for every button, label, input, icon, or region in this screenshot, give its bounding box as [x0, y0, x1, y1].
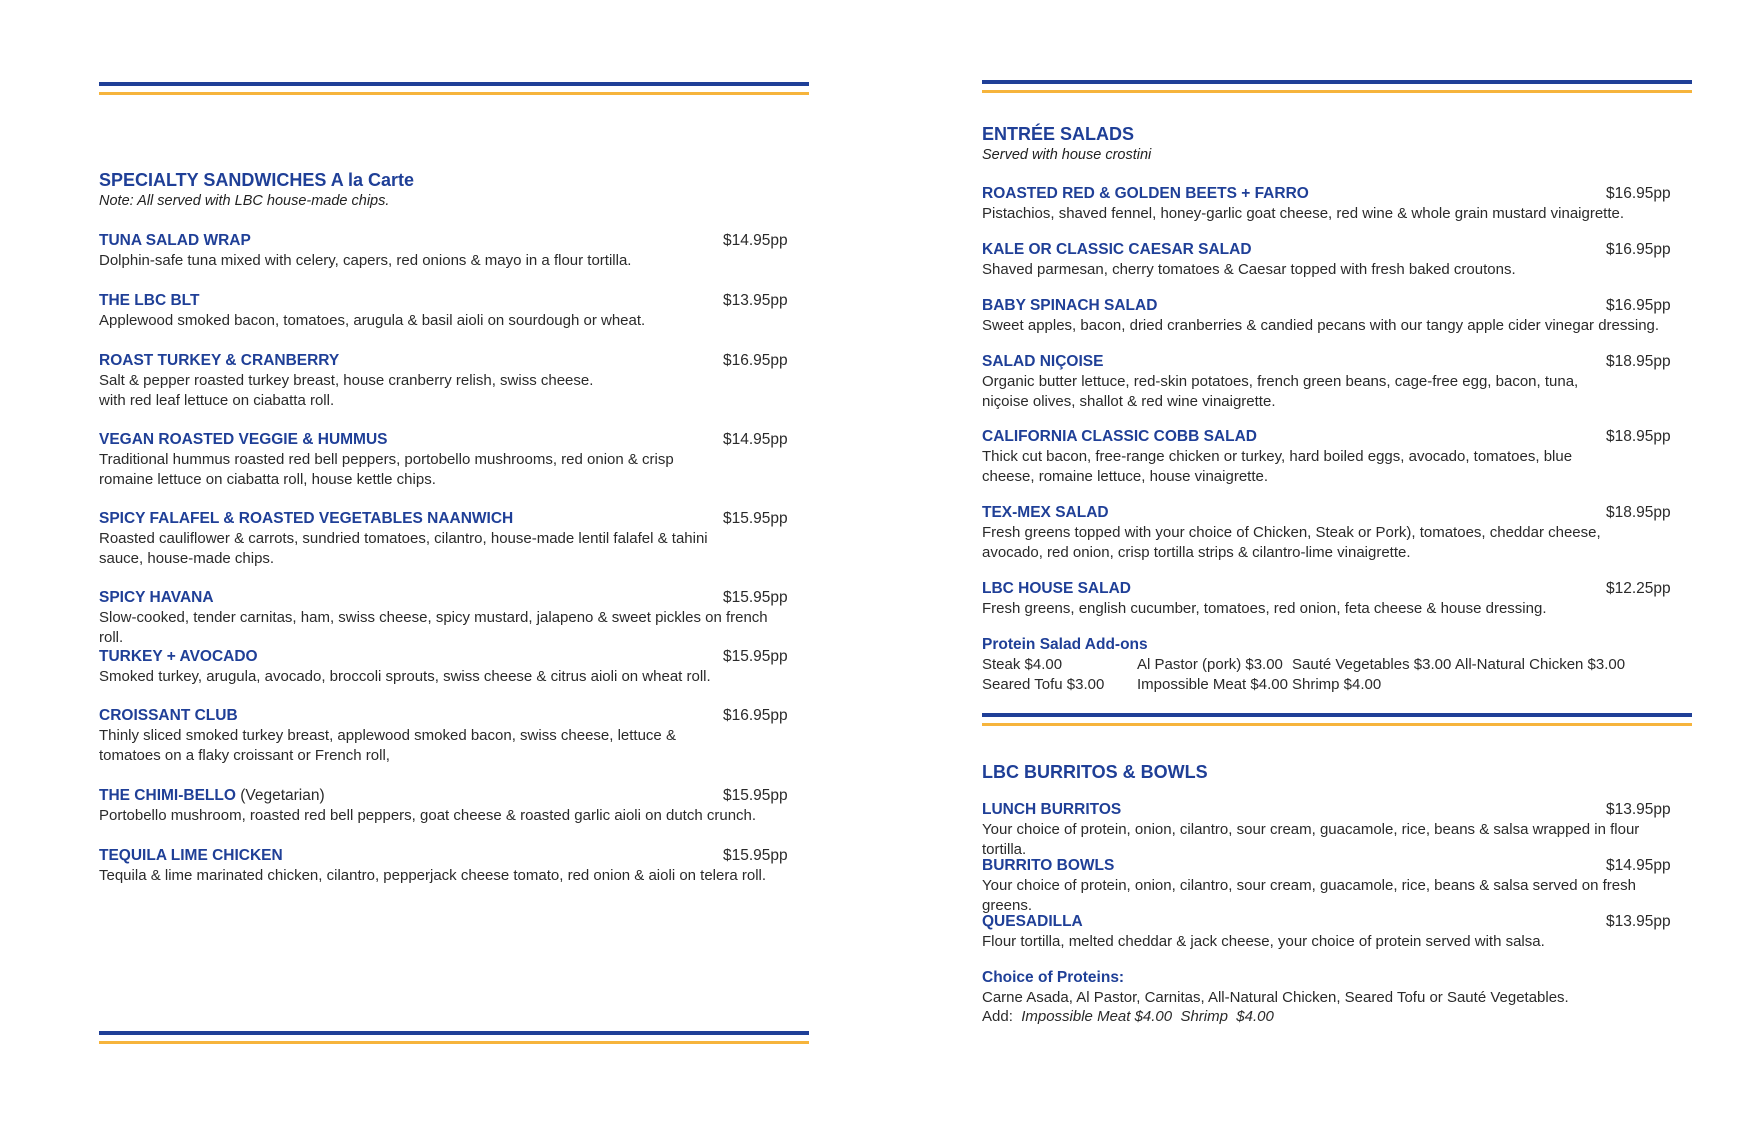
item-name: TEQUILA LIME CHICKEN	[99, 847, 283, 864]
item-description: Portobello mushroom, roasted red bell peppers, goat cheese & roasted garlic aioli on dutch crunch.	[99, 807, 757, 824]
menu-item	[982, 352, 1672, 412]
item-description: Salt & pepper roasted turkey breast, house cranberry relish, swiss cheese.	[99, 372, 594, 389]
item-name: TURKEY + AVOCADO	[99, 648, 258, 665]
item-description: Shaved parmesan, cherry tomatoes & Caesar topped with fresh baked croutons.	[982, 261, 1516, 278]
item-description: Roasted cauliflower & carrots, sundried tomatoes, cilantro, house-made lentil falafel & tahini sauce, house-made chips.	[99, 530, 708, 567]
menu-item	[982, 800, 1672, 860]
item-name: BURRITO BOWLS	[982, 857, 1115, 874]
item-description: Applewood smoked bacon, tomatoes, arugula & basil aioli on sourdough or wheat.	[99, 312, 646, 329]
add-items: Impossible Meat $4.00 Shrimp $4.00	[1021, 1008, 1274, 1025]
item-price: $18.95pp	[1606, 353, 1671, 370]
item-price: $13.95pp	[1606, 913, 1671, 930]
menu-item	[99, 291, 789, 331]
item-price: $13.95pp	[723, 292, 788, 309]
item-description: Fresh greens topped with your choice of Chicken, Steak or Pork), tomatoes, cheddar cheese, avocado, red onion, crisp tortilla strips & cilantro-lime vinaigrette.	[982, 524, 1601, 561]
item-description: Thinly sliced smoked turkey breast, applewood smoked bacon, swiss cheese, lettuce & tomatoes on a flaky croissant or French roll,	[99, 727, 676, 764]
section-title-salads: ENTRÉE SALADS	[982, 124, 1135, 144]
item-description: Your choice of protein, onion, cilantro, sour cream, guacamole, rice, beans & salsa wrapped in flour tortilla.	[982, 821, 1640, 858]
item-price: $16.95pp	[723, 707, 788, 724]
addons-title: Protein Salad Add-ons	[982, 636, 1148, 653]
menu-item	[982, 579, 1672, 619]
item-description-line-2: with red leaf lettuce on ciabatta roll.	[99, 392, 335, 409]
item-price: $15.95pp	[723, 847, 788, 864]
item-description: Organic butter lettuce, red-skin potatoes, french green beans, cage-free egg, bacon, tuna, niçoise olives, shallot & red wine vinaigrette.	[982, 373, 1579, 410]
addon-item: Steak $4.00	[982, 656, 1063, 673]
proteins-list: Carne Asada, Al Pastor, Carnitas, All-Natural Chicken, Seared Tofu or Sauté Vegetables.	[982, 989, 1569, 1006]
item-price: $18.95pp	[1606, 504, 1671, 521]
item-description: Your choice of protein, onion, cilantro, sour cream, guacamole, rice, beans & salsa served on fresh greens.	[982, 877, 1636, 914]
item-price: $14.95pp	[1606, 857, 1671, 874]
item-price: $16.95pp	[723, 352, 788, 369]
menu-item	[99, 588, 789, 648]
item-price: $18.95pp	[1606, 428, 1671, 445]
menu-item	[99, 786, 789, 826]
item-description: Sweet apples, bacon, dried cranberries & candied pecans with our tangy apple cider vinegar dressing.	[982, 317, 1660, 334]
item-name: SALAD NIÇOISE	[982, 353, 1104, 370]
menu-item	[982, 856, 1672, 916]
menu-item	[99, 509, 789, 569]
addon-item: Sauté Vegetables $3.00	[1292, 656, 1452, 673]
item-name: SPICY FALAFEL & ROASTED VEGETABLES NAANWICH	[99, 510, 514, 527]
addon-item: Al Pastor (pork) $3.00	[1137, 656, 1283, 673]
menu-item	[99, 706, 789, 766]
section-title-sandwiches: SPECIALTY SANDWICHES A la Carte	[99, 170, 415, 190]
proteins-add-line	[982, 1007, 1274, 1027]
item-description: Tequila & lime marinated chicken, cilantro, pepperjack cheese tomato, red onion & aioli on telera roll.	[99, 867, 767, 884]
menu-item	[982, 184, 1672, 224]
menu-item	[982, 240, 1672, 280]
section-note-sandwiches: Note: All served with LBC house-made chips.	[99, 193, 390, 209]
addon-item: Impossible Meat $4.00	[1137, 676, 1288, 693]
item-name-text: THE CHIMI-BELLO	[99, 787, 236, 804]
menu-item	[99, 231, 789, 271]
menu-item	[982, 427, 1672, 487]
item-price: $14.95pp	[723, 232, 788, 249]
menu-item	[99, 846, 789, 886]
menu-item	[99, 647, 789, 687]
item-name: ROASTED RED & GOLDEN BEETS + FARRO	[982, 185, 1309, 202]
proteins-title: Choice of Proteins:	[982, 969, 1125, 986]
item-description: Flour tortilla, melted cheddar & jack cheese, your choice of protein served with salsa.	[982, 933, 1545, 950]
item-description: Smoked turkey, arugula, avocado, broccoli sprouts, swiss cheese & citrus aioli on wheat roll.	[99, 668, 711, 685]
item-name: CROISSANT CLUB	[99, 707, 238, 724]
item-name: LUNCH BURRITOS	[982, 801, 1122, 818]
add-label: Add:	[982, 1008, 1013, 1025]
item-price: $12.25pp	[1606, 580, 1671, 597]
item-name: QUESADILLA	[982, 913, 1083, 930]
menu-item	[99, 430, 789, 490]
item-price: $16.95pp	[1606, 297, 1671, 314]
item-name: LBC HOUSE SALAD	[982, 580, 1131, 597]
top-divider	[99, 82, 809, 95]
addon-item: Seared Tofu $3.00	[982, 676, 1105, 693]
item-price: $14.95pp	[723, 431, 788, 448]
item-price: $16.95pp	[1606, 241, 1671, 258]
item-description: Fresh greens, english cucumber, tomatoes, red onion, feta cheese & house dressing.	[982, 600, 1547, 617]
middle-divider	[982, 713, 1692, 726]
section-title-burritos: LBC BURRITOS & BOWLS	[982, 762, 1208, 782]
addon-item: All-Natural Chicken $3.00	[1455, 656, 1626, 673]
item-name: THE LBC BLT	[99, 292, 200, 309]
item-price: $13.95pp	[1606, 801, 1671, 818]
item-description: Slow-cooked, tender carnitas, ham, swiss cheese, spicy mustard, jalapeno & sweet pickles on french roll.	[99, 609, 768, 646]
item-name: TUNA SALAD WRAP	[99, 232, 251, 249]
item-price: $15.95pp	[723, 589, 788, 606]
item-price: $16.95pp	[1606, 185, 1671, 202]
menu-item	[982, 296, 1672, 336]
menu-item	[982, 503, 1672, 563]
item-price: $15.95pp	[723, 510, 788, 527]
addon-item: Shrimp $4.00	[1292, 676, 1382, 693]
top-divider	[982, 80, 1692, 93]
item-name: SPICY HAVANA	[99, 589, 214, 606]
menu-item	[99, 351, 789, 411]
item-description: Pistachios, shaved fennel, honey-garlic goat cheese, red wine & whole grain mustard vinaigrette.	[982, 205, 1625, 222]
item-description: Traditional hummus roasted red bell peppers, portobello mushrooms, red onion & crisp romaine lettuce on ciabatta roll, house kettle chips.	[99, 451, 674, 488]
item-description: Dolphin-safe tuna mixed with celery, capers, red onions & mayo in a flour tortilla.	[99, 252, 632, 269]
item-name: TEX-MEX SALAD	[982, 504, 1109, 521]
item-description: Thick cut bacon, free-range chicken or turkey, hard boiled eggs, avocado, tomatoes, blue cheese, romaine lettuce, house vinaigrette.	[982, 448, 1573, 485]
bottom-divider	[99, 1031, 809, 1044]
item-name: ROAST TURKEY & CRANBERRY	[99, 352, 340, 369]
section-note-salads: Served with house crostini	[982, 147, 1152, 163]
item-name	[99, 786, 789, 806]
item-price: $15.95pp	[723, 787, 788, 804]
item-name: CALIFORNIA CLASSIC COBB SALAD	[982, 428, 1257, 445]
item-name: KALE OR CLASSIC CAESAR SALAD	[982, 241, 1252, 258]
item-name: VEGAN ROASTED VEGGIE & HUMMUS	[99, 431, 388, 448]
item-price: $15.95pp	[723, 648, 788, 665]
item-name: BABY SPINACH SALAD	[982, 297, 1158, 314]
menu-item	[982, 912, 1672, 952]
item-name-suffix: (Vegetarian)	[235, 787, 325, 804]
